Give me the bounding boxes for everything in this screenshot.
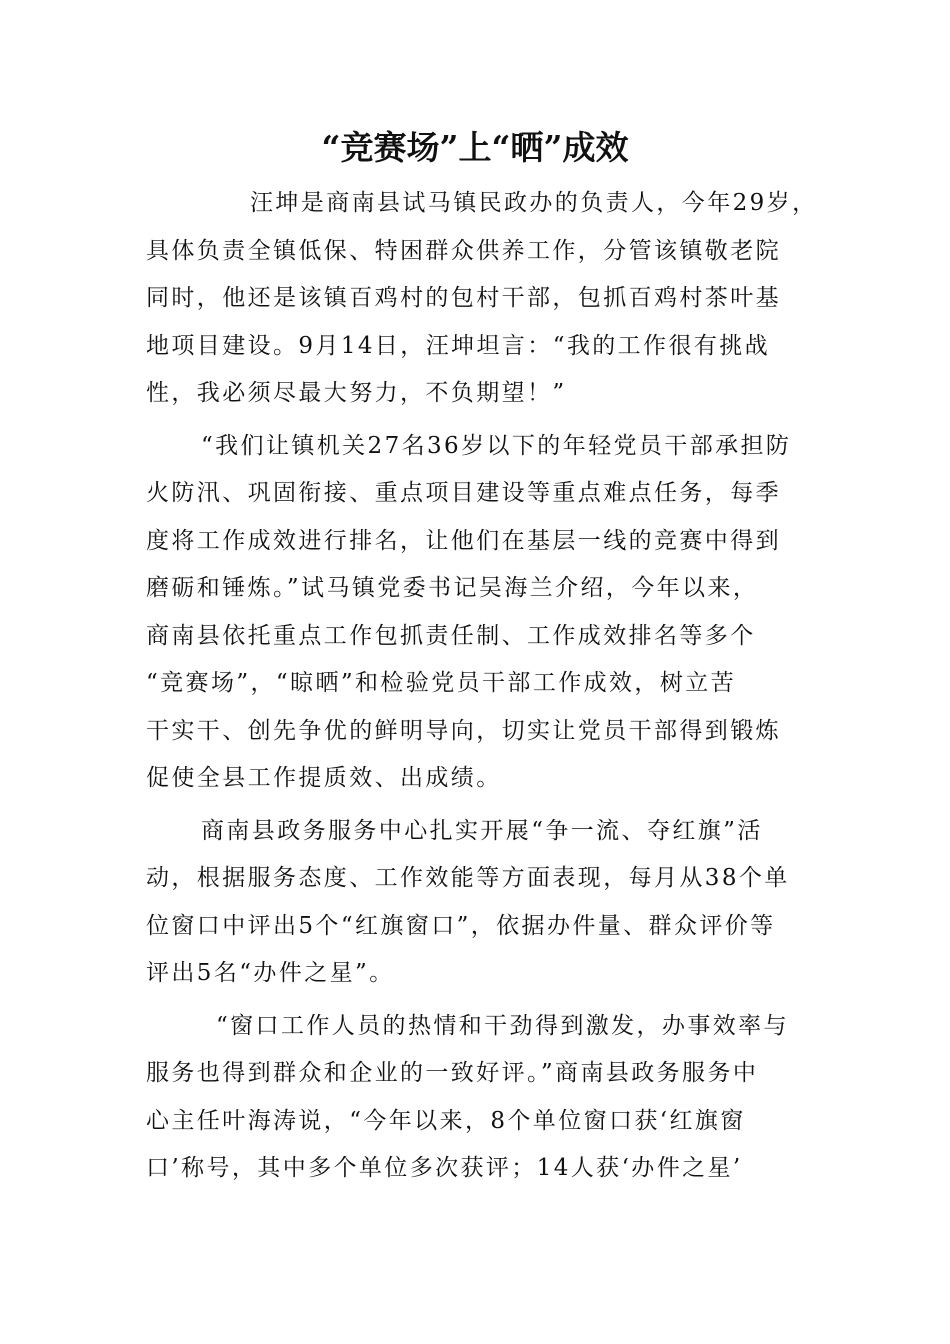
paragraph-line: 火防汛、巩固衔接、重点项目建设等重点难点任务，每季	[146, 480, 781, 506]
paragraph-line: 促使全县工作提质效、出成绩。	[146, 765, 502, 791]
document-title: “竞赛场”上“晒”成效	[321, 128, 629, 167]
paragraph-line: “竞赛场”，“晾晒”和检验党员干部工作成效，树立苦	[146, 670, 737, 696]
paragraph-2	[146, 423, 808, 803]
document-body	[146, 180, 818, 1193]
paragraph-line: 评出5名“办件之星”。	[146, 960, 395, 986]
paragraph-line: 服务也得到群众和企业的一致好评。”商南县政务服务中	[146, 1060, 759, 1086]
paragraph-3	[146, 808, 808, 998]
paragraph-line: 同时，他还是该镇百鸡村的包村干部，包抓百鸡村茶叶基	[146, 285, 781, 311]
paragraph-1	[146, 180, 818, 418]
paragraph-line: 干实干、创先争优的鲜明导向，切实让党员干部得到锻炼	[146, 717, 781, 744]
paragraph-line: “窗口工作人员的热情和干劲得到激发，办事效率与	[216, 1012, 789, 1039]
paragraph-line: “我们让镇机关27名36岁以下的年轻党员干部承担防	[201, 432, 792, 459]
paragraph-line: 动，根据服务态度、工作效能等方面表现，每月从38个单	[146, 865, 790, 891]
paragraph-line: 位窗口中评出5个“红旗窗口”，依据办件量、群众评价等	[146, 912, 776, 939]
paragraph-line: 商南县政务服务中心扎实开展“争一流、夺红旗”活	[201, 817, 763, 844]
paragraph-line: 口’称号，其中多个单位多次获评；14人获‘办件之星’	[146, 1155, 743, 1181]
paragraph-line: 心主任叶海涛说，“今年以来，8个单位窗口获‘红旗窗	[146, 1107, 746, 1134]
paragraph-line: 性，我必须尽最大努力，不负期望！”	[146, 380, 567, 406]
paragraph-line: 地项目建设。9月14日，汪坤坦言：“我的工作很有挑战	[146, 332, 771, 359]
paragraph-4	[146, 1003, 808, 1193]
paragraph-line: 具体负责全镇低保、特困群众供养工作，分管该镇敬老院	[146, 237, 781, 264]
paragraph-line: 度将工作成效进行排名，让他们在基层一线的竞赛中得到	[146, 527, 781, 554]
paragraph-line: 磨砺和锤炼。”试马镇党委书记吴海兰介绍，今年以来，	[146, 575, 759, 601]
paragraph-line: 汪坤是商南县试马镇民政办的负责人，今年29岁，	[250, 190, 818, 216]
paragraph-line: 商南县依托重点工作包抓责任制、工作成效排名等多个	[146, 622, 756, 649]
